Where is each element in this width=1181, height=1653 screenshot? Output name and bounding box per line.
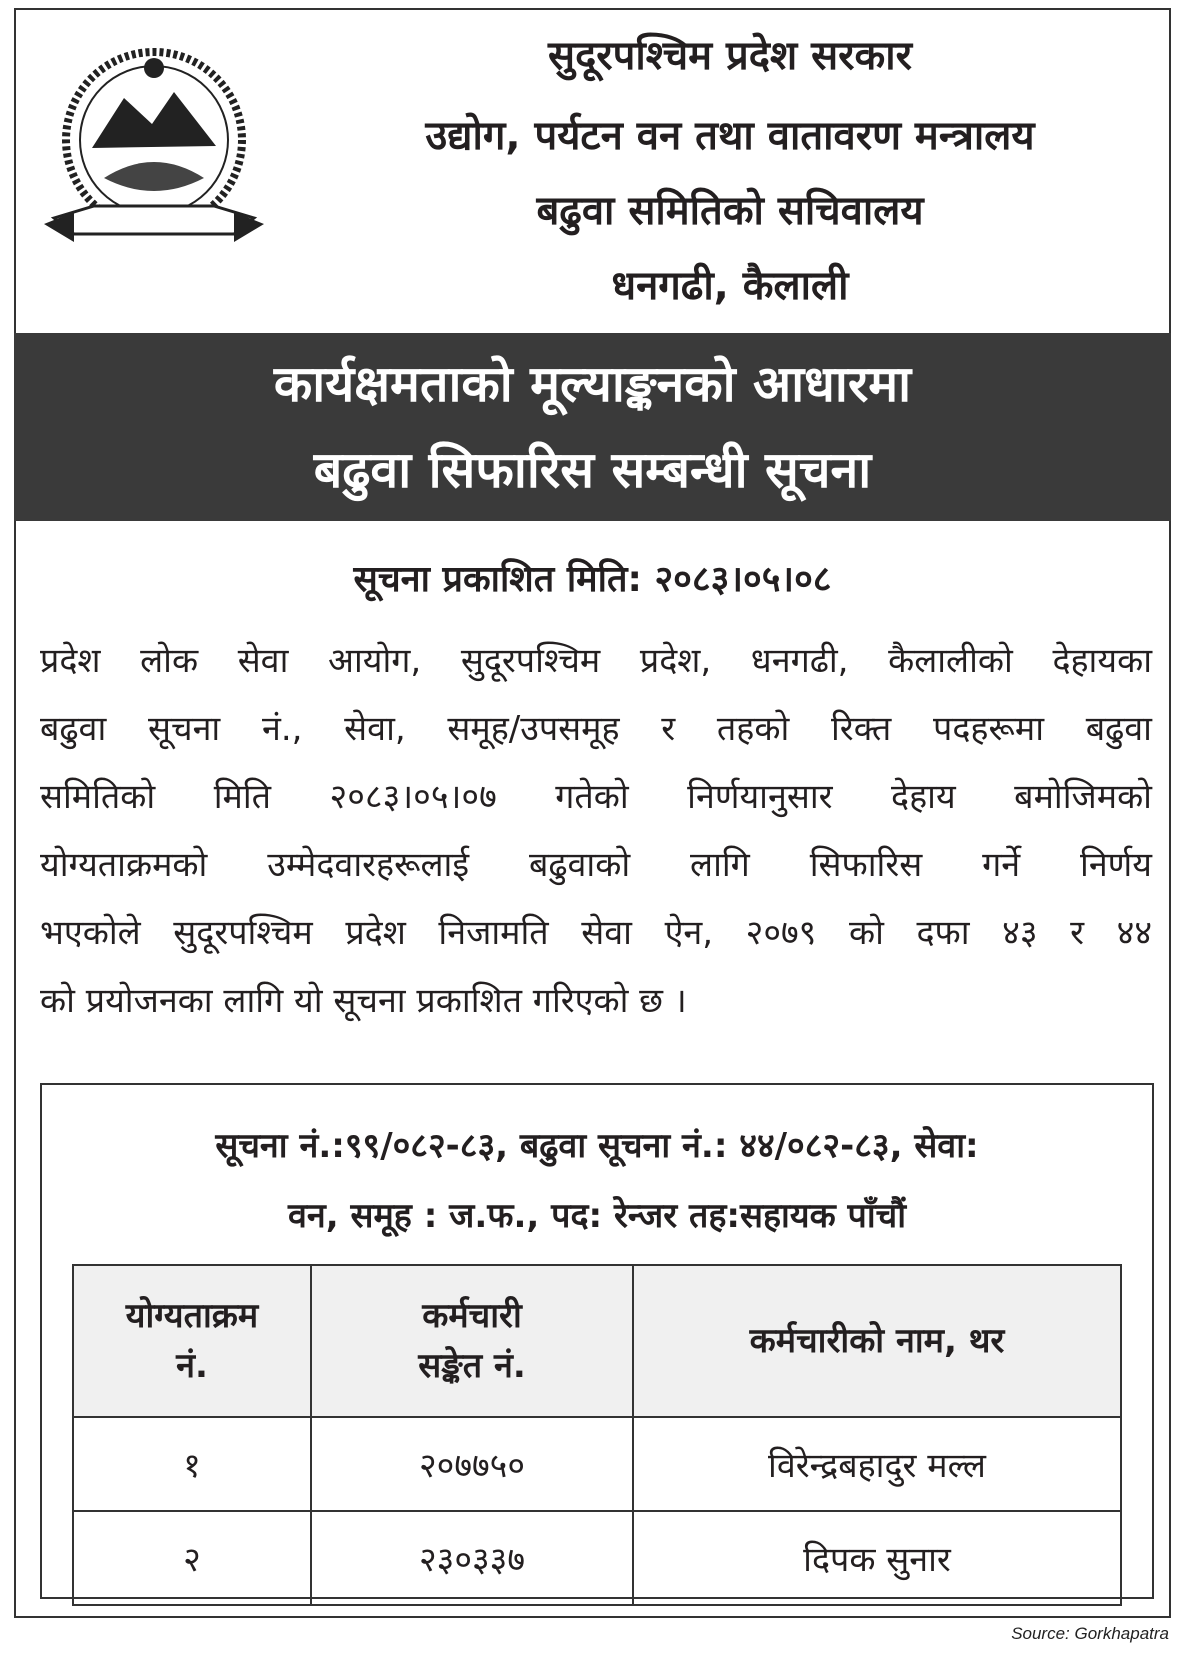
body-line-1: प्रदेश लोक सेवा आयोग, सुदूरपश्चिम प्रदेश, धनगढी, कैलालीको देहायका [40, 641, 1152, 681]
body-line-4: योग्यताक्रमको उम्मेदवारहरूलाई बढुवाको लागि सिफारिस गर्ने निर्णय [40, 845, 1152, 885]
body-line-2: बढुवा सूचना नं., सेवा, समूह/उपसमूह र तहको रिक्त पदहरूमा बढुवा [40, 709, 1152, 749]
table-row [73, 1511, 1121, 1605]
col-code-header-a: कर्मचारी [422, 1296, 522, 1336]
body-line-3: समितिको मिति २०८३।०५।०७ गतेको निर्णयानुसार देहाय बमोजिमको [40, 777, 1152, 817]
govt-name: सुदूरपश्चिम प्रदेश सरकार [548, 33, 912, 79]
secretariat-name: बढुवा समितिको सचिवालय [536, 188, 924, 234]
publish-date: सूचना प्रकाशित मिति: २०८३।०५।०८ [353, 559, 832, 600]
notice-title-line1: कार्यक्षमताको मूल्याङ्कनको आधारमा [273, 355, 912, 413]
table-row [73, 1417, 1121, 1511]
notice-title-banner [14, 333, 1171, 521]
rank-cell: २ [73, 1511, 311, 1605]
body-line-6: को प्रयोजनका लागि यो सूचना प्रकाशित गरिएको छ । [40, 981, 687, 1021]
nepal-government-emblem-icon [34, 28, 274, 268]
promotion-table-box [40, 1083, 1154, 1599]
col-name-header: कर्मचारीको नाम, थर [633, 1265, 1121, 1417]
col-rank-header-b: नं. [176, 1346, 208, 1386]
notice-title-line2: बढुवा सिफारिस सम्बन्धी सूचना [313, 441, 872, 499]
col-code-header [311, 1265, 633, 1417]
body-line-5: भएकोले सुदूरपश्चिम प्रदेश निजामति सेवा ऐन, २०७९ को दफा ४३ र ४४ [40, 913, 1152, 953]
name-cell: विरेन्द्रबहादुर मल्ल [633, 1417, 1121, 1511]
table-heading-line2: वन, समूह : ज.फ., पद: रेन्जर तह:सहायक पाँचौं [287, 1196, 907, 1236]
table-heading-line1: सूचना नं.:९९/०८२-८३, बढुवा सूचना नं.: ४४/०८२-८३, सेवा: [215, 1126, 979, 1166]
code-cell: २३०३३७ [311, 1511, 633, 1605]
col-rank-header [73, 1265, 311, 1417]
location: धनगढी, कैलाली [611, 263, 849, 309]
ministry-name: उद्योग, पर्यटन वन तथा वातावरण मन्त्रालय [425, 113, 1035, 159]
col-code-header-b: सङ्केत नं. [418, 1346, 526, 1386]
rank-cell: १ [73, 1417, 311, 1511]
name-cell: दिपक सुनार [633, 1511, 1121, 1605]
code-cell: २०७७५० [311, 1417, 633, 1511]
col-rank-header-a: योग्यताक्रम [125, 1296, 259, 1336]
table-header-row [73, 1265, 1121, 1417]
promotion-table [72, 1264, 1122, 1606]
source-credit: Source: Gorkhapatra [1011, 1624, 1169, 1643]
